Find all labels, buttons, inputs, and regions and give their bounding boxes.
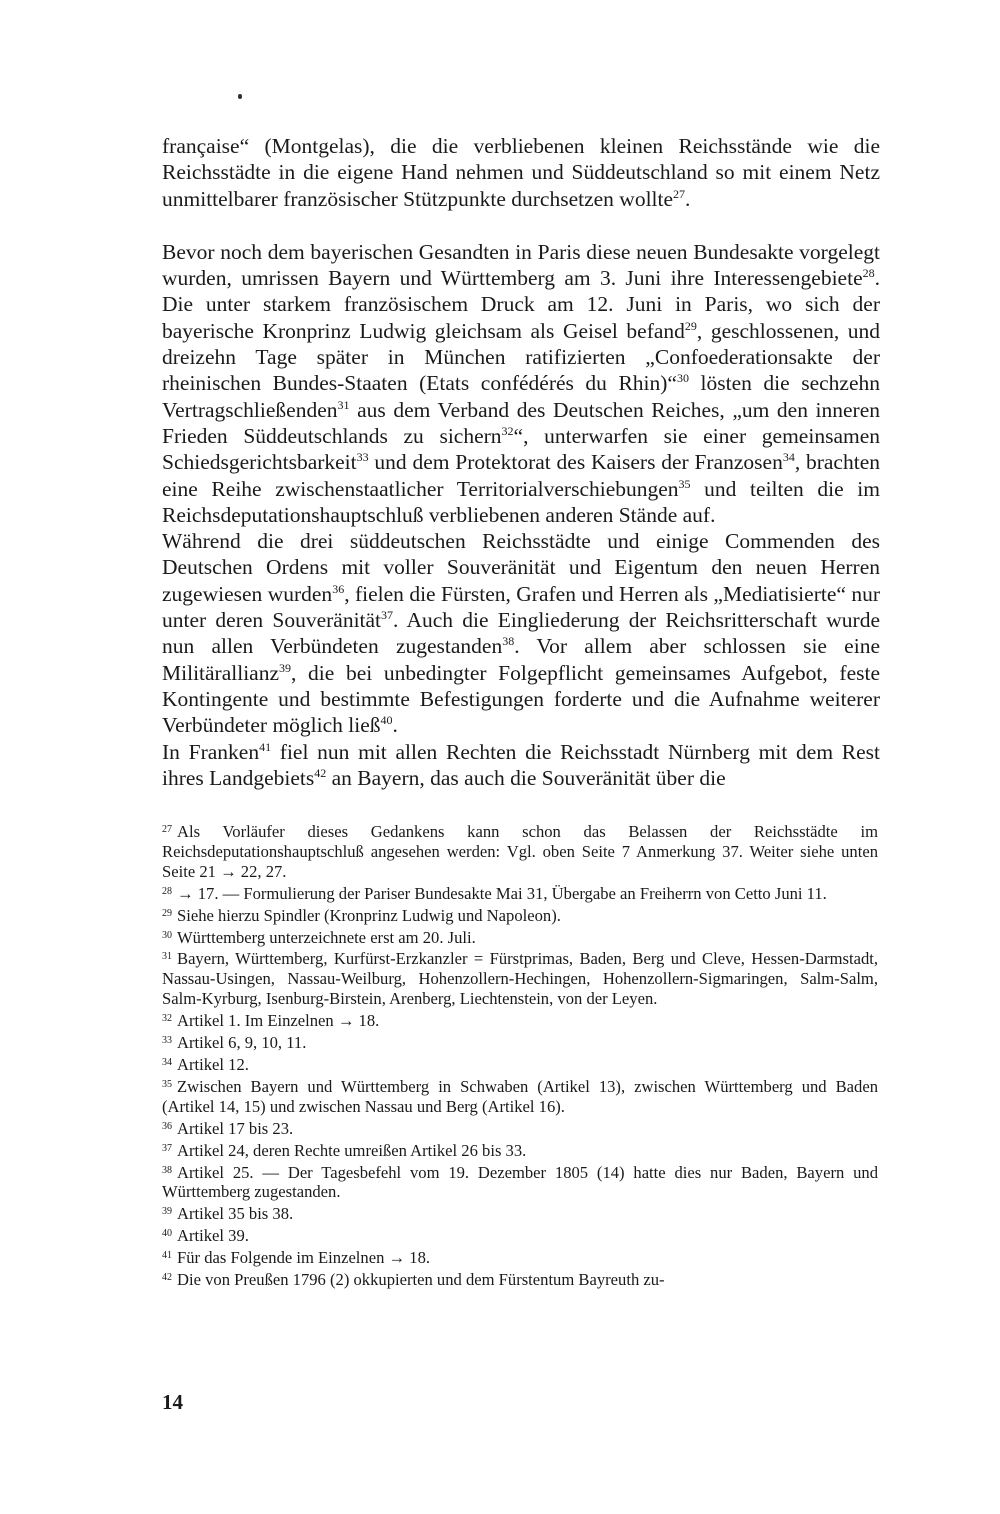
paragraph-text: . Vor allem aber schlossen sie eine Militärallianz (162, 634, 880, 685)
footnote-reference: 39 (279, 660, 292, 675)
footnote-text: Zwischen Bayern und Württemberg in Schwaben (Artikel 13), zwischen Württemberg und Baden (Artikel 14, 15) und zwischen Nassau und Berg (Artikel 16). (162, 1076, 878, 1116)
footnote-text: Artikel 6, 9, 10, 11. (177, 1033, 307, 1053)
footnote (162, 1053, 878, 1075)
footnote-reference: 32 (501, 423, 514, 438)
footnote (162, 1246, 878, 1268)
body-paragraph (162, 739, 880, 792)
footnote-text: Siehe hierzu Spindler (Kronprinz Ludwig und Napoleon). (177, 905, 561, 925)
paragraph-text: und dem Protektorat des Kaisers der Franzosen (368, 450, 783, 475)
footnote-text: Württemberg unterzeichnete erst am 20. Juli. (177, 927, 476, 947)
paragraph-text: , die bei unbedingter Folgepflicht gemeinsames Aufgebot, feste Kontingente und bestimmte Befestigungen forderte und die Aufnahme weiterer Verbündeter möglich ließ (162, 660, 880, 738)
footnote-reference: 42 (314, 765, 327, 780)
footnote (162, 820, 878, 882)
paragraph-text: . Die unter starkem französischem Druck am 12. Juni in Paris, wo sich der bayerische Kronprinz Ludwig gleichsam als Geisel befand (162, 266, 880, 343)
footnote (162, 882, 878, 904)
footnote (162, 1009, 878, 1031)
footnote-text: Als Vorläufer dieses Gedankens kann schon das Belassen der Reichsstädte im Reichsdeputationshauptschluß angesehen werden: Vgl. oben Seite 7 Anmerkung 37. Weiter siehe unten Seite 21 → 22, 27. (162, 822, 878, 881)
footnote-number: 39 (162, 1206, 172, 1218)
footnote (162, 926, 878, 948)
paragraph-gap (162, 212, 880, 239)
footnote-text: Artikel 24, deren Rechte umreißen Artikel 26 bis 33. (177, 1140, 527, 1160)
footnote-reference: 33 (356, 450, 369, 465)
footnotes-section (162, 820, 878, 1290)
footnote-text: Artikel 17 bis 23. (177, 1118, 294, 1138)
footnote (162, 1031, 878, 1053)
footnote (162, 904, 878, 926)
footnote (162, 1161, 878, 1203)
footnote-reference: 37 (381, 608, 394, 623)
page-number: 14 (162, 1390, 183, 1414)
footnote-reference: 28 (862, 266, 875, 281)
footnote-number: 35 (162, 1078, 172, 1090)
footnote-reference: 36 (332, 581, 345, 596)
footnote (162, 1117, 878, 1139)
footnote (162, 1224, 878, 1246)
footnote-number: 34 (162, 1056, 172, 1068)
paragraph-text: française“ (Montgelas), die die verbliebenen kleinen Reichsstände wie die Reichsstädte in die eigene Hand nehmen und Süddeutschland so mit einem Netz unmittelbarer französischer Stützpunkte durchsetzen wollte (162, 134, 880, 211)
footnote-number: 32 (162, 1013, 172, 1025)
footnote-text: Artikel 1. Im Einzelnen → 18. (177, 1011, 380, 1031)
paragraph-text: , geschlossenen, und dreizehn Tage später in München ratifizierten „Confoederationsakte der rheinischen Bundes-Staaten (Etats confédérés du Rhin)“ (162, 318, 880, 396)
paragraph-text: . Auch die Eingliederung der Reichsritterschaft wurde nun allen Verbündeten zugestanden (162, 608, 880, 659)
footnote-reference: 29 (684, 318, 697, 333)
footnote-text: Artikel 35 bis 38. (177, 1204, 294, 1224)
footnote-text: → 17. — Formulierung der Pariser Bundesakte Mai 31, Übergabe an Freiherrn von Cetto Juni 11. (177, 883, 827, 903)
footnote-number: 28 (162, 885, 172, 897)
footnote-reference: 34 (782, 450, 795, 465)
footnote-number: 42 (162, 1272, 172, 1284)
footnote-number: 27 (162, 824, 172, 835)
footnote-number: 40 (162, 1228, 172, 1240)
paragraph-text: , brachten eine Reihe zwischenstaatlicher Territorialverschiebungen (162, 450, 880, 501)
paragraph-text: In Franken (162, 739, 260, 764)
footnote-number: 36 (162, 1120, 172, 1132)
footnote-number: 33 (162, 1035, 172, 1047)
paragraph-text: . (685, 186, 691, 211)
footnote-number: 41 (162, 1250, 172, 1262)
body-paragraph (162, 133, 880, 212)
paragraph-text: lösten die sechzehn Vertragschließenden (162, 371, 880, 422)
footnote (162, 1139, 878, 1161)
paragraph-text: , fielen die Fürsten, Grafen und Herren als „Mediatisierte“ nur unter deren Souveränität (162, 581, 880, 633)
footnote-text: Artikel 25. — Der Tagesbefehl vom 19. Dezember 1805 (14) hatte dies nur Baden, Bayern und Württemberg zugestanden. (162, 1162, 878, 1202)
paragraph-text: . (392, 713, 398, 738)
paragraph-text: fiel nun mit allen Rechten die Reichsstadt Nürnberg mit dem Rest ihres Landgebiets (162, 739, 880, 790)
paragraph-text: Bevor noch dem bayerischen Gesandten in Paris diese neuen Bundesakte vorgelegt wurden, umrissen Bayern und Württemberg am 3. Juni ihre Interessengebiete (162, 239, 880, 291)
footnote (162, 947, 878, 1009)
body-paragraph (162, 239, 880, 528)
paragraph-text: und teilten die im Reichsdeputationshauptschluß verbliebenen anderen Stände auf. (162, 476, 880, 527)
main-text-body (162, 133, 880, 791)
stray-ink-mark (238, 94, 242, 99)
paragraph-text: “, unterwarfen sie einer gemeinsamen Schiedsgerichtsbarkeit (162, 423, 880, 475)
footnote-reference: 40 (380, 713, 393, 728)
footnote-text: Artikel 12. (177, 1054, 249, 1074)
footnote-number: 38 (162, 1164, 172, 1176)
body-paragraph (162, 528, 880, 738)
footnote-reference: 41 (259, 739, 272, 754)
footnote-text: Bayern, Württemberg, Kurfürst-Erzkanzler = Fürstprimas, Baden, Berg und Cleve, Hessen-Darmstadt, Nassau-Usingen, Nassau-Weilburg, Hohenzollern-Hechingen, Hohenzollern-Sigmaringen, Salm-Salm, Salm-Kyrburg, Isenburg-Birstein, Arenberg, Liechtenstein, von der Leyen. (162, 949, 878, 1009)
footnote-reference: 27 (673, 186, 686, 201)
footnote (162, 1202, 878, 1224)
paragraph-text: an Bayern, das auch die Souveränität über die (326, 765, 726, 790)
footnote-reference: 30 (676, 371, 689, 386)
footnote-text: Für das Folgende im Einzelnen → 18. (177, 1248, 431, 1268)
footnote-number: 31 (162, 951, 172, 963)
footnote-text: Artikel 39. (177, 1226, 249, 1246)
footnote-reference: 38 (502, 634, 515, 649)
footnote-reference: 31 (337, 397, 350, 412)
footnote-text: Die von Preußen 1796 (2) okkupierten und dem Fürstentum Bayreuth zu- (177, 1270, 665, 1290)
footnote (162, 1268, 878, 1290)
footnote (162, 1075, 878, 1117)
footnote-number: 37 (162, 1142, 172, 1154)
footnote-number: 30 (162, 929, 172, 941)
footnote-reference: 35 (678, 476, 691, 491)
paragraph-text: aus dem Verband des Deutschen Reiches, „um den inneren Frieden Süddeutschlands zu sichern (162, 397, 880, 448)
footnote-number: 29 (162, 907, 172, 919)
paragraph-text: Während die drei süddeutschen Reichsstädte und einige Commenden des Deutschen Ordens mit voller Souveränität und Eigentum den neuen Herren zugewiesen wurden (162, 529, 880, 606)
